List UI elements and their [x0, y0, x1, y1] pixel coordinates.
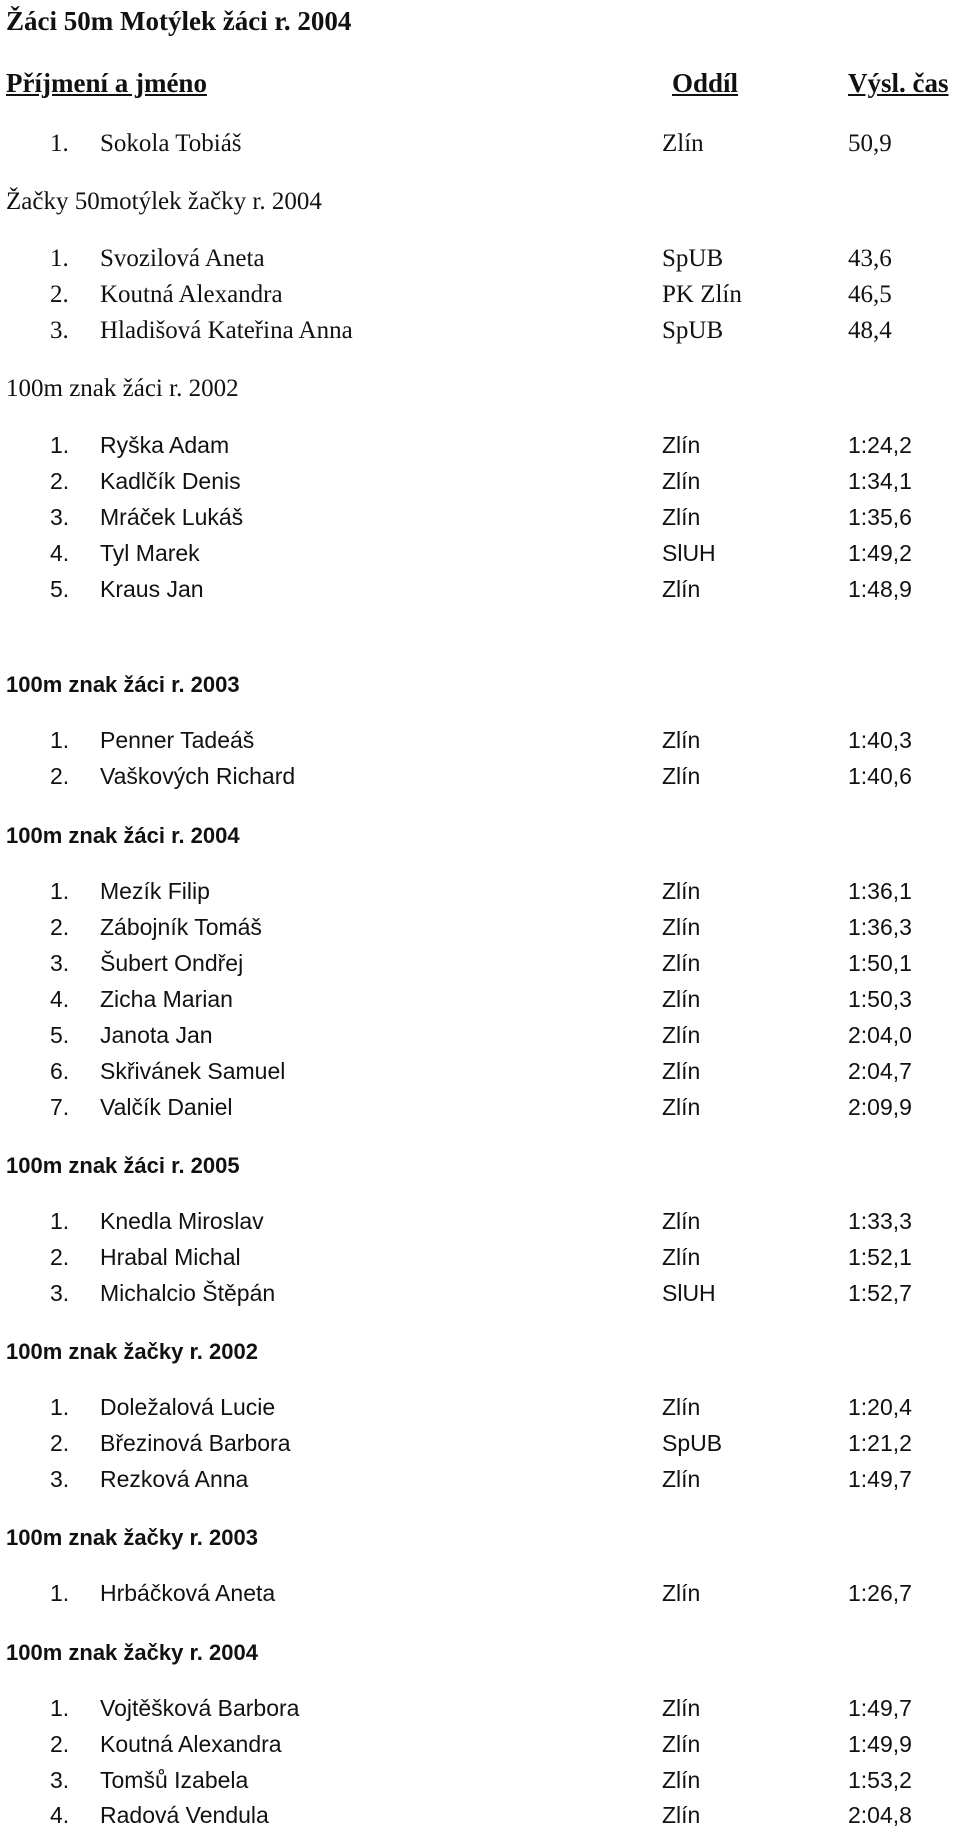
result-name: Radová Vendula — [100, 1802, 269, 1828]
result-time: 1:33,3 — [848, 1208, 912, 1234]
result-club: Zlín — [662, 504, 701, 530]
result-rank: 2. — [50, 1430, 70, 1456]
result-rank: 3. — [50, 504, 70, 530]
result-name: Rezková Anna — [100, 1466, 249, 1492]
result-name: Tyl Marek — [100, 540, 200, 566]
result-time: 1:21,2 — [848, 1430, 912, 1456]
result-time: 1:52,1 — [848, 1244, 912, 1270]
result-club: PK Zlín — [662, 281, 742, 308]
result-name: Michalcio Štěpán — [100, 1280, 276, 1306]
result-time: 2:04,8 — [848, 1802, 912, 1828]
result-time: 1:49,9 — [848, 1731, 912, 1757]
result-club: Zlín — [662, 468, 701, 494]
column-header-club: Oddíl — [672, 68, 739, 98]
result-rank: 1. — [50, 878, 70, 904]
result-name: Valčík Daniel — [100, 1094, 233, 1120]
result-name: Zicha Marian — [100, 986, 233, 1012]
result-club: Zlín — [662, 1394, 701, 1420]
result-rank: 1. — [50, 1208, 70, 1234]
result-club: Zlín — [662, 1208, 701, 1234]
result-rank: 5. — [50, 576, 70, 602]
result-club: Zlín — [662, 1058, 701, 1084]
result-rank: 2. — [50, 1731, 70, 1757]
result-club: SpUB — [662, 317, 724, 344]
column-header-name: Příjmení a jméno — [6, 68, 207, 98]
result-rank: 3. — [50, 1767, 70, 1793]
result-time: 1:34,1 — [848, 468, 912, 494]
result-name: Hrabal Michal — [100, 1244, 241, 1270]
results-document: Žáci 50m Motýlek žáci r. 2004 Příjmení a jméno Oddíl Výsl. čas 1. Sokola Tobiáš Zlín 50,9 Žačky 50motýlek žačky r. 2004 1. Svozilová Aneta SpUB 43,6 2. Koutná Alexandra PK Zlín 46,5 3. Hladišová Kateřina Anna SpUB 48,4 100m znak žáci r. 2002 1. Ryška Adam Zlín 1:24,2 2. Kadlčík Denis Zlín 1:34,1 3. Mráček Lukáš Zlín 1:35,6 4. Tyl Marek SlUH 1:49,2 5. Kraus Jan Zlín 1:48,9 100m znak žáci r. 2003 1. Penner Tadeáš Zlín 1:40,3 2. Vaškových Richard Zlín 1:40,6 100m znak žáci r. 2004 1. Mezík Filip Zlín 1:36,1 2. Zábojník Tomáš Zlín 1:36,3 3. Šubert Ondřej Zlín 1:50,1 4. Zicha Marian Zlín 1:50,3 5. Janota Jan Zlín 2:04,0 6. Skřivánek Samuel Zlín 2:04,7 7. Valčík Daniel Zlín 2:09,9 100m znak žáci r. 2005 1. Knedla Miroslav Zlín 1:33,3 2. Hrabal Michal Zlín 1:52,1 3. Michalcio Štěpán SlUH 1:52,7 100m znak žačky r. 2002 1. Doležalová Lucie Zlín 1:20,4 2. Březinová Barbora SpUB 1:21,2 3. Rezková Anna Zlín 1:49,7 100m znak žačky r. 2003 1. Hrbáčková Aneta Zlín 1:26,7 100m znak žačky r. 2004 1. Vojtěšková Barbora Zlín 1:49,7 2. Koutná Alexandra Zlín 1:49,9 3. Tomšů Izabela Zlín 1:53,2 4. Radová Vendula Zlín 2:04,8 — [6, 6, 949, 1828]
result-name: Hrbáčková Aneta — [100, 1580, 276, 1606]
result-club: Zlín — [662, 986, 701, 1012]
result-rank: 1. — [50, 727, 70, 753]
result-rank: 6. — [50, 1058, 70, 1084]
result-club: Zlín — [662, 1022, 701, 1048]
result-name: Mráček Lukáš — [100, 504, 244, 530]
result-name: Koutná Alexandra — [100, 281, 283, 308]
result-name: Svozilová Aneta — [100, 245, 265, 272]
result-club: Zlín — [662, 1802, 701, 1828]
result-rank: 2. — [50, 281, 69, 308]
result-name: Zábojník Tomáš — [100, 914, 262, 940]
result-club: Zlín — [662, 763, 701, 789]
result-name: Sokola Tobiáš — [100, 130, 242, 157]
result-time: 1:20,4 — [848, 1394, 912, 1420]
result-club: SpUB — [662, 245, 724, 272]
result-time: 1:50,3 — [848, 986, 912, 1012]
result-club: SlUH — [662, 540, 716, 566]
result-time: 1:52,7 — [848, 1280, 912, 1306]
result-time: 46,5 — [848, 281, 892, 308]
result-time: 1:48,9 — [848, 576, 912, 602]
result-time: 1:49,7 — [848, 1466, 912, 1492]
result-club: Zlín — [662, 1244, 701, 1270]
result-rank: 1. — [50, 130, 69, 157]
result-time: 1:40,6 — [848, 763, 912, 789]
result-name: Ryška Adam — [100, 432, 230, 458]
result-time: 2:04,7 — [848, 1058, 912, 1084]
result-time: 1:24,2 — [848, 432, 912, 458]
result-rank: 1. — [50, 1394, 70, 1420]
result-rank: 2. — [50, 914, 70, 940]
result-name: Březinová Barbora — [100, 1430, 291, 1456]
result-name: Koutná Alexandra — [100, 1731, 282, 1757]
result-name: Mezík Filip — [100, 878, 210, 904]
result-club: Zlín — [662, 1580, 701, 1606]
result-time: 50,9 — [848, 130, 892, 157]
result-time: 1:36,3 — [848, 914, 912, 940]
result-rank: 1. — [50, 1580, 70, 1606]
result-time: 2:04,0 — [848, 1022, 912, 1048]
column-header-time: Výsl. čas — [848, 68, 949, 98]
result-rank: 3. — [50, 1280, 70, 1306]
result-rank: 1. — [50, 1695, 70, 1721]
result-rank: 3. — [50, 317, 69, 344]
result-club: Zlín — [662, 1094, 701, 1120]
result-time: 1:50,1 — [848, 950, 912, 976]
result-rank: 3. — [50, 1466, 70, 1492]
result-name: Hladišová Kateřina Anna — [100, 317, 353, 344]
result-name: Penner Tadeáš — [100, 727, 255, 753]
result-name: Skřivánek Samuel — [100, 1058, 286, 1084]
result-name: Doležalová Lucie — [100, 1394, 276, 1420]
result-rank: 4. — [50, 986, 70, 1012]
result-club: Zlín — [662, 914, 701, 940]
result-rank: 7. — [50, 1094, 70, 1120]
result-time: 1:26,7 — [848, 1580, 912, 1606]
result-club: Zlín — [662, 727, 701, 753]
result-club: Zlín — [662, 1466, 701, 1492]
result-time: 1:53,2 — [848, 1767, 912, 1793]
result-club: Zlín — [662, 1731, 701, 1757]
result-rank: 1. — [50, 245, 69, 272]
result-club: Zlín — [662, 576, 701, 602]
result-rank: 3. — [50, 950, 70, 976]
result-name: Šubert Ondřej — [100, 950, 244, 976]
result-club: Zlín — [662, 1767, 701, 1793]
result-time: 1:40,3 — [848, 727, 912, 753]
result-time: 2:09,9 — [848, 1094, 912, 1120]
result-name: Janota Jan — [100, 1022, 213, 1048]
result-time: 1:36,1 — [848, 878, 912, 904]
result-rank: 2. — [50, 1244, 70, 1270]
result-time: 1:35,6 — [848, 504, 912, 530]
result-rank: 4. — [50, 540, 70, 566]
result-club: Zlín — [662, 1695, 701, 1721]
result-name: Vaškových Richard — [100, 763, 296, 789]
result-name: Knedla Miroslav — [100, 1208, 264, 1234]
result-name: Kraus Jan — [100, 576, 204, 602]
result-rank: 2. — [50, 468, 70, 494]
result-name: Tomšů Izabela — [100, 1767, 249, 1793]
result-rank: 5. — [50, 1022, 70, 1048]
result-time: 1:49,7 — [848, 1695, 912, 1721]
result-rank: 2. — [50, 763, 70, 789]
result-rank: 1. — [50, 432, 70, 458]
result-club: SpUB — [662, 1430, 723, 1456]
result-time: 43,6 — [848, 245, 892, 272]
result-name: Vojtěšková Barbora — [100, 1695, 300, 1721]
result-club: Zlín — [662, 950, 701, 976]
result-club: SlUH — [662, 1280, 716, 1306]
result-name: Kadlčík Denis — [100, 468, 241, 494]
result-club: Zlín — [662, 878, 701, 904]
result-rank: 4. — [50, 1802, 70, 1828]
result-time: 48,4 — [848, 317, 892, 344]
result-club: Zlín — [662, 432, 701, 458]
result-time: 1:49,2 — [848, 540, 912, 566]
result-club: Zlín — [662, 130, 704, 157]
